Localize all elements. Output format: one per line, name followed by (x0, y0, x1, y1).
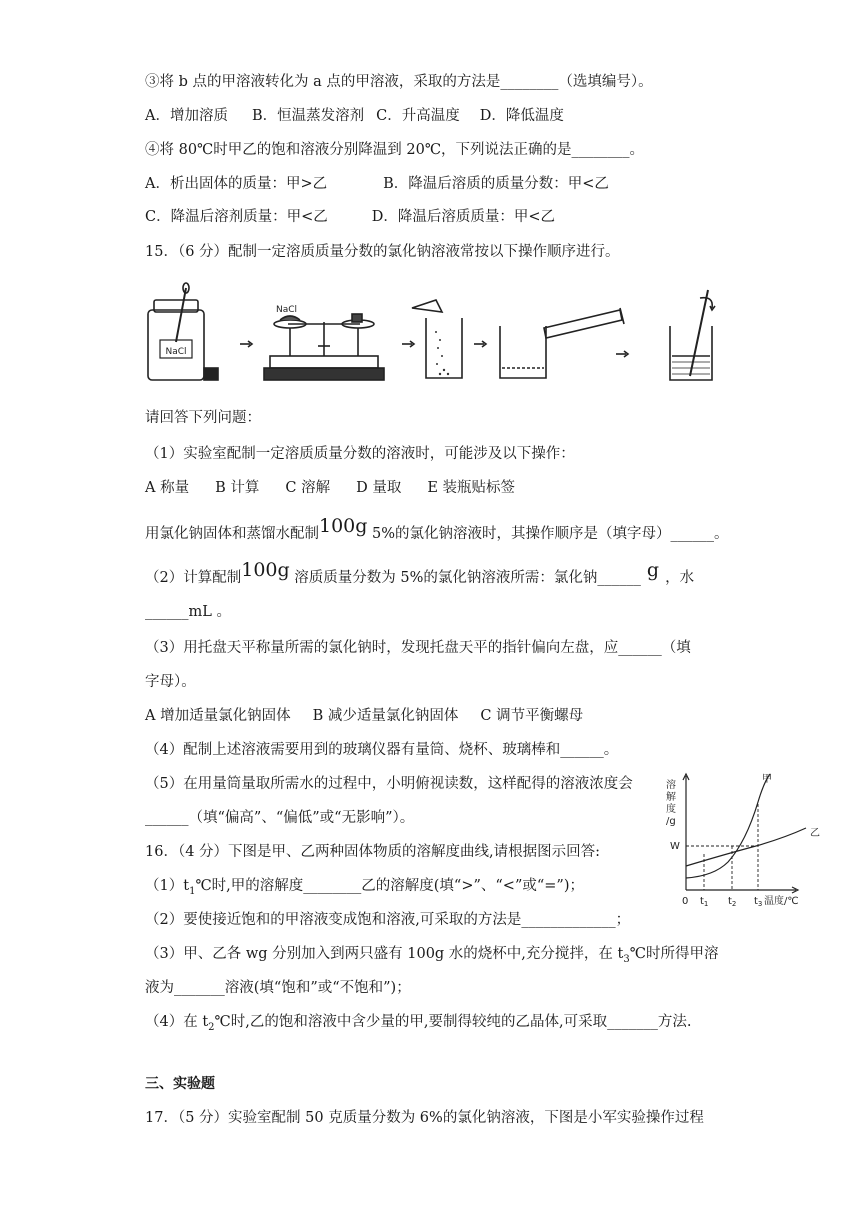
q14-part4: ④将 80℃时甲乙的饱和溶液分别降温到 20℃，下列说法正确的是________。 (145, 142, 645, 158)
arrow-icon (474, 341, 486, 347)
section-heading: 三、实验题 (145, 1076, 215, 1092)
line-text: （3）甲、乙各 wg 分别加入到两只盛有 100g 水的烧杯中,充分搅拌，在 t (145, 946, 624, 962)
solubility-chart (666, 768, 826, 908)
option-d: D．降低温度 (479, 108, 564, 124)
q15-p4: （4）配制上述溶液需要用到的玻璃仪器有量筒、烧杯、玻璃棒和______。 (145, 742, 619, 758)
arrow-icon (616, 351, 628, 357)
option-a: A 称量 (145, 480, 190, 496)
x-tick-t3: $t_3$ (754, 896, 763, 908)
q15-p3-line1: （3）用托盘天平称量所需的氯化钠时，发现托盘天平的指针偏向左盘，应______（填 (145, 640, 691, 656)
q14-part4-options-row2 (145, 207, 555, 227)
line-text: 5%的氯化钠溶液时，其操作顺序是（填字母）______。 (367, 526, 729, 542)
line-text: ℃时所得甲溶 (629, 946, 719, 962)
option-d: D．降温后溶质质量：甲<乙 (371, 209, 556, 225)
beaker-with-cylinder-icon (500, 308, 624, 378)
option-a: A 增加适量氯化钠固体 (145, 708, 291, 724)
q15-p2-line2: ______mL 。 (145, 604, 231, 620)
series-label-yi: 乙 (810, 828, 820, 839)
q15-p5-line2: ______（填“偏高”、“偏低”或“无影响”）。 (145, 810, 415, 826)
option-c: C．升高温度 (376, 108, 460, 124)
y-tick-w: W (670, 841, 680, 852)
ylabel-line3: 度 (666, 804, 676, 815)
q14-part4-options-row1 (145, 174, 609, 194)
q16-p1 (145, 876, 584, 902)
option-b: B．降温后溶质的质量分数：甲<乙 (383, 176, 609, 192)
x-tick-0: 0 (682, 896, 689, 907)
option-b: B．恒温蒸发溶剂 (251, 108, 365, 124)
q15-p3-options (145, 706, 583, 726)
line-text: 用氯化钠固体和蒸馏水配制 (145, 526, 319, 542)
option-c: C 溶解 (285, 480, 331, 496)
x-tick-t2: $t_2$ (728, 896, 737, 908)
reagent-jar-icon (148, 283, 218, 380)
line-text: （4）在 t (145, 1014, 209, 1030)
q14-part3: ③将 b 点的甲溶液转化为 a 点的甲溶液，采取的方法是________（选填编号）。 (145, 74, 653, 90)
option-a: A．增加溶质 (145, 108, 228, 124)
ylabel-line4: /g (666, 816, 676, 827)
balance-label: NaCl (276, 305, 298, 315)
line-text: ℃时,甲的溶解度________乙的溶解度(填“>”、“<”或“=”)； (195, 878, 585, 894)
q15-p1: （1）实验室配制一定溶质质量分数的溶液时，可能涉及以下操作： (145, 446, 575, 462)
subscript: 2 (208, 1021, 215, 1033)
q16-p2: （2）要使接近饱和的甲溶液变成饱和溶液,可采取的方法是_____________； (145, 912, 631, 928)
ylabel-line1: 溶 (666, 780, 676, 791)
unit-g: g (646, 559, 660, 581)
option-d: D 量取 (356, 480, 402, 496)
subscript: 3 (623, 953, 630, 965)
beaker-with-paper-icon (412, 300, 462, 378)
jar-label: NaCl (165, 347, 187, 357)
arrow-icon (240, 341, 252, 347)
q16-p4 (145, 1012, 691, 1038)
solution-preparation-figure (140, 282, 650, 386)
q17-stem: 17．（5 分）实验室配制 50 克质量分数为 6%的氯化钠溶液，下图是小军实验操作过程 (145, 1110, 704, 1126)
q15-stem: 15．（6 分）配制一定溶质质量分数的氯化钠溶液常按以下操作顺序进行。 (145, 244, 620, 260)
x-axis-label: 温度/℃ (764, 896, 799, 907)
q14-part3-options (145, 106, 564, 126)
line-text: ℃时,乙的饱和溶液中含少量的甲,要制得较纯的乙晶体,可采取_______方法. (214, 1014, 692, 1030)
mass-value: 100g (319, 515, 368, 537)
q15-p3-line2: 字母）。 (145, 674, 196, 690)
line-text: ，水 (665, 570, 695, 586)
option-b: B 减少适量氯化钠固体 (312, 708, 459, 724)
arrow-icon (402, 341, 414, 347)
subscript: 1 (189, 885, 196, 897)
q16-p3-line2: 液为_______溶液(填“饱和”或“不饱和”)； (145, 980, 411, 996)
balance-icon (264, 305, 384, 380)
stirring-beaker-icon (664, 284, 718, 384)
q16-stem: 16．（4 分）下图是甲、乙两种固体物质的溶解度曲线,请根据图示回答: (145, 844, 601, 860)
ylabel-line2: 解 (666, 792, 676, 803)
x-tick-t1: $t_1$ (700, 896, 709, 908)
series-label-jia: 甲 (762, 774, 772, 785)
line-text: （2）计算配制 (145, 570, 242, 586)
q15-p1-order (145, 515, 729, 544)
option-c: C 调节平衡螺母 (480, 708, 584, 724)
mass-value: 100g (241, 559, 290, 581)
q15-p2 (145, 559, 695, 588)
option-e: E 装瓶贴标签 (427, 480, 516, 496)
option-b: B 计算 (215, 480, 260, 496)
option-a: A．析出固体的质量：甲>乙 (145, 176, 328, 192)
line-text: （1）t (145, 878, 190, 894)
q15-p5-line1: （5）在用量筒量取所需水的过程中，小明俯视读数，这样配得的溶液浓度会 (145, 776, 633, 792)
line-text: 溶质质量分数为 5%的氯化钠溶液所需：氯化钠______ (289, 570, 641, 586)
q15-intro: 请回答下列问题： (145, 410, 261, 426)
option-c: C．降温后溶剂质量：甲<乙 (145, 209, 328, 225)
q15-p1-options (145, 478, 515, 498)
q16-p3 (145, 944, 718, 970)
